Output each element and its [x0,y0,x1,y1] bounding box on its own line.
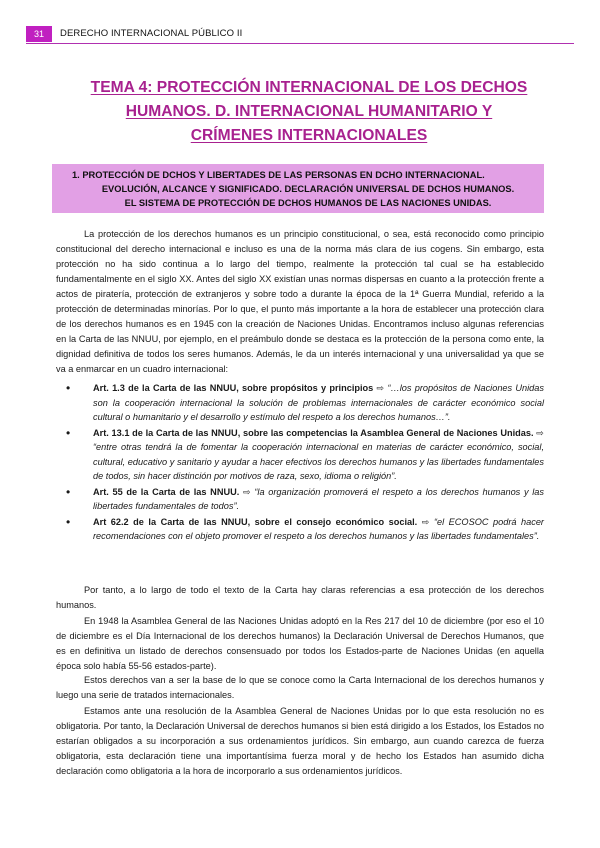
arrow-icon: ⇨ [421,516,430,527]
section-heading-box [52,164,544,213]
article-quote: “el ECOSOC podrá hacer recomendaciones con el objeto promover el respeto a los derechos humanos y las libertades fundamentales”. [93,516,544,541]
chapter-title-line-1: TEMA 4: PROTECCIÓN INTERNACIONAL DE LOS DECHOS [90,79,528,96]
arrow-icon: ⇨ [536,427,544,438]
paragraph-intro: La protección de los derechos humanos es un principio constitucional, o sea, está reconocido como principio constitucional del derecho internacional e incluso es una de la norma más clara de ius cogens. Sin embargo, esta protección no ha sido continua a lo largo del tiempo, realmente la protección tal cual se ha establecido fundamentalmente en el siglo XX. Antes del siglo XX existían unas normas dispersas en cuanto a la protección frente a actos de piratería, protección de extranjeros y sobre todo a durante la época de la 1ª Guerra Mundial, referido a la protección de determinadas minorías. Por lo que, el punto más importante a la hora de establecer una protección clara de los derechos humanos es en 1945 con la creación de Naciones Unidas. Encontramos incluso algunas referencias en la Carta de las NNUU, por ejemplo, en el preámbulo donde se destaca es la protección de la persona como ente, la dignidad definitiva de todos los seres humanos. Además, le da un interés internacional y una universalidad ya que se va a enmarcar en un cuadro internacional: [56,229,544,374]
charter-articles-list [56,381,544,545]
bullet-marker: • [66,514,71,529]
article-quote: “la organización promoverá el respeto a los derechos humanos y las libertades fundamentales de todos”. [93,486,544,511]
section-heading-line-1: 1. PROTECCIÓN DE DCHOS Y LIBERTADES DE LAS PERSONAS EN DCHO INTERNACIONAL. [72,170,485,180]
article-reference: Art. 13.1 de la Carta de las NNUU, sobre las competencias la Asamblea General de Naciones Unidas. [93,427,534,438]
section-heading-line-3: EL SISTEMA DE PROTECCIÓN DE DCHOS HUMANOS DE LAS NACIONES UNIDAS. [124,198,492,208]
list-item [56,515,544,544]
section-heading-line-2: EVOLUCIÓN, ALCANCE Y SIGNIFICADO. DECLARACIÓN UNIVERSAL DE DCHOS HUMANOS. [101,184,515,194]
chapter-title-line-2: HUMANOS. D. INTERNACIONAL HUMANITARIO Y [125,103,493,120]
paragraph-international-bill: Estos derechos van a ser la base de lo que se conoce como la Carta Internacional de los derechos humanos y luego una serie de tratados internacionales. [56,675,544,700]
bullet-marker: • [66,484,71,499]
page-number: 31 [26,26,52,42]
header-divider [26,43,574,44]
paragraph-udhr-1948: En 1948 la Asamblea General de las Naciones Unidas adoptó en la Res 217 del 10 de diciembre (por eso el 10 de diciembre es el Día Internacional de los derechos humanos) la Declaración Universal de Derechos Humanos, que es en definitiva un listado de derechos consensuado por todos los Estados-parte de Naciones Unidas (en aquella época solo había 55-56 estados-parte). [56,616,544,671]
bullet-marker: • [66,381,71,395]
running-title: DERECHO INTERNACIONAL PÚBLICO II [60,28,243,39]
list-item [56,485,544,514]
bullet-marker: • [66,425,71,440]
arrow-icon: ⇨ [242,486,251,497]
list-item [56,426,544,484]
list-item [56,381,544,425]
arrow-icon: ⇨ [376,383,385,393]
article-reference: Art. 55 de la Carta de las NNUU. [93,486,240,497]
article-quote: “entre otras tendrá la de fomentar la cooperación internacional en materias de carácter económico, social, cultural, educativo y sanitario y ayudar a hacer efectivos los derechos humanos y las libertades fundamentales de todos, sin hacer distinción por motivos de raza, sexo, idioma o religión”. [93,442,544,481]
paragraph-charter-summary: Por tanto, a lo largo de todo el texto de la Carta hay claras referencias a esa protección de los derechos humanos. [56,585,544,610]
chapter-title-line-3: CRÍMENES INTERNACIONALES [190,127,428,144]
article-reference: Art. 1.3 de la Carta de las NNUU, sobre propósitos y principios [93,383,374,393]
paragraph-resolution-force: Estamos ante una resolución de la Asamblea General de Naciones Unidas por lo que esta resolución no es obligatoria. Por tanto, la Declaración Universal de derechos humanos si bien está dirigido a los Estados, los Estados no estarían obligados a su incorporación a sus ordenamientos jurídicos. Sin embargo, aun cuando carezca de fuerza obligatoria, esta declaración tiene una importantísima fuerza moral y de hecho los Estados han asumido dicha declaración como obligatoria a la hora de incorporarlo a sus ordenamientos jurídicos. [56,706,544,776]
article-reference: Art 62.2 de la Carta de las NNUU, sobre el consejo económico social. [93,516,418,527]
article-quote: “…los propósitos de Naciones Unidas son la cooperación internacional la solución de problemas internacionales de carácter económico social cultural o humanitario y el desarrollo y estímulo del respeto a los derechos humanos…”. [93,383,544,422]
chapter-title [70,76,548,148]
